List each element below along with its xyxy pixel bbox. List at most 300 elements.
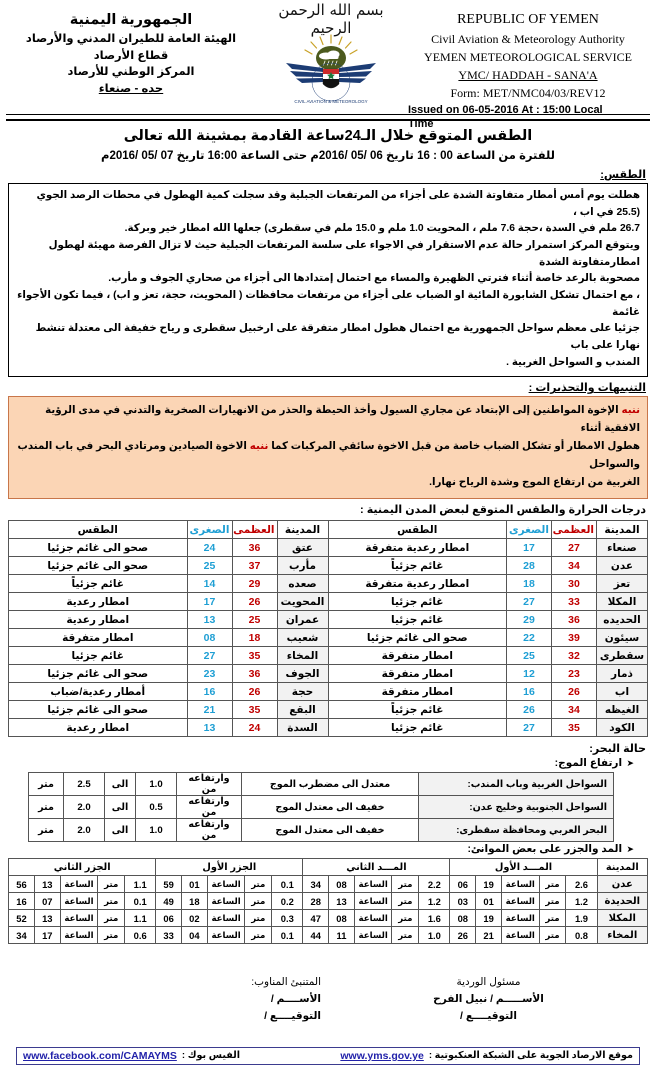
cell-city: ذمار: [597, 665, 648, 683]
cell-low1-minute: 06: [156, 910, 182, 927]
supervisor-name-label: الأســـــم / نبيل الفرح: [433, 993, 544, 1006]
weather-paragraph: مصحوبة بالرعد خاصة أثناء فترتي الظهيرة والمساء مع احتمال إمتدادها الى أجزاء من صحاري الجوف و مأرب.: [108, 273, 640, 285]
cell-sea-state: معتدل الى مضطرب الموج: [242, 773, 419, 796]
cell-low2-minute: 16: [9, 893, 35, 910]
cell-max: 25: [232, 611, 277, 629]
cell-weather: امطار رعدية: [9, 719, 188, 737]
cell-sea-height-from: 1.0: [136, 773, 177, 796]
page-subtitle-period: للفترة من الساعة 00 : 16 تاريخ 06 /05 /2016م حتى الساعة 16:00 تاريخ 07 /05 /2016م: [101, 150, 555, 162]
cell-max: 35: [552, 719, 597, 737]
cell-city: عمران: [277, 611, 328, 629]
tide-header-row: [9, 859, 648, 876]
cell-sea-height-to: 2.0: [64, 819, 105, 842]
cell-low2-minute: 52: [9, 910, 35, 927]
th-min-right: الصغرى: [507, 521, 552, 539]
cell-max: 27: [552, 539, 597, 557]
cell-high1-minute: 06: [450, 876, 476, 893]
wave-table-wrap: [0, 771, 656, 842]
header-english-block: [406, 4, 650, 130]
cell-min: 28: [507, 557, 552, 575]
cell-min: 17: [507, 539, 552, 557]
cell-city: المخاء: [597, 927, 647, 944]
supervisor-title: مسئول الوردية: [456, 976, 521, 989]
website-link-group[interactable]: [340, 1050, 633, 1062]
cell-sea-unit: متر: [29, 819, 64, 842]
cell-low2-height: 1.1: [125, 876, 156, 893]
weather-paragraph: هطلت يوم أمس أمطار متفاوتة الشدة على أجزاء من المرتفعات الجبلية وقد سجلت كمية الهطول في محطات الرصد الجوي (25.5 في اب ،: [36, 190, 640, 218]
chevron-right-icon: ➤: [626, 758, 634, 769]
cell-weather: امطار متفرقة: [9, 629, 188, 647]
forecaster-block: [14, 974, 335, 1024]
tide-table-wrap: [0, 857, 656, 944]
cell-unit: متر: [245, 876, 272, 893]
svg-text:CIVIL AVIATION & METEOROLOGY: CIVIL AVIATION & METEOROLOGY: [294, 99, 368, 104]
table-row: [9, 593, 648, 611]
cell-city: شعيب: [277, 629, 328, 647]
cell-max: 26: [232, 683, 277, 701]
cell-min: 29: [507, 611, 552, 629]
cell-weather: أمطار رعدية/ضباب: [9, 683, 188, 701]
cell-hour-label: الساعة: [354, 893, 392, 910]
cell-hour-label: الساعة: [60, 927, 98, 944]
header-arabic-block: [6, 4, 256, 98]
cell-city: سيئون: [597, 629, 648, 647]
cell-max: 34: [552, 701, 597, 719]
cell-min: 08: [187, 629, 232, 647]
cell-max: 33: [552, 593, 597, 611]
weather-paragraph: 26.7 ملم في السدة ،حجة 7.6 ملم ، المحويت 1.0 ملم و 15.0 ملم في سقطرى) جعلها الله امطار خير وبركة.: [124, 223, 640, 235]
th-weather-left: الطقس: [9, 521, 188, 539]
cell-unit: متر: [245, 893, 272, 910]
warning-text: الإخوة المواطنين إلى الإبتعاد عن مجاري السيول وأخذ الحيطة والحذر من الانهيارات الصخرية والتدني في مدى الرؤية الافقية أثناء: [45, 405, 640, 435]
warning-keyword: ننبه: [621, 405, 640, 417]
cell-city: المكلا: [597, 910, 647, 927]
cell-city: صنعاء: [597, 539, 648, 557]
header-en-time-label: Time: [408, 117, 434, 130]
cell-min: 26: [507, 701, 552, 719]
cell-unit: متر: [392, 927, 419, 944]
cell-min: 13: [187, 719, 232, 737]
cell-max: 36: [232, 665, 277, 683]
warning-text: الغربية من ارتفاع الموج وشدة الرياح نهارا.: [429, 477, 640, 489]
cell-max: 39: [552, 629, 597, 647]
warning-text: الاخوة الصيادين ومرتادي البحر في باب المندب والسواحل: [17, 441, 640, 471]
cell-unit: متر: [245, 910, 272, 927]
cell-hour-label: الساعة: [207, 910, 245, 927]
cell-sea-unit: متر: [29, 773, 64, 796]
cell-hour-label: الساعة: [60, 893, 98, 910]
tide-label: المد والجزر على بعض الموانئ:: [467, 843, 623, 856]
cell-max: 26: [552, 683, 597, 701]
cell-city: حجة: [277, 683, 328, 701]
tide-label-line: [0, 842, 656, 857]
cell-city: عتق: [277, 539, 328, 557]
cell-city: الجوف: [277, 665, 328, 683]
header-en-issued-line: Issued on 06-05-2016 At : 15:00 Local: [408, 104, 603, 116]
cell-sea-area: السواحل الجنوبية وخليج عدن:: [419, 796, 614, 819]
cell-city: عدن: [597, 876, 647, 893]
header-en-line1: REPUBLIC OF YEMEN: [457, 12, 599, 27]
cell-weather: غائم جزئيا: [328, 719, 507, 737]
sea-state-heading: حالة البحر:: [589, 743, 646, 756]
signature-footer: [0, 944, 656, 1024]
cell-hour-label: الساعة: [354, 927, 392, 944]
wave-table-body: [29, 773, 614, 842]
cell-hour-label: الساعة: [501, 893, 539, 910]
cell-unit: متر: [98, 876, 125, 893]
th-city-left: المدينة: [277, 521, 328, 539]
cell-high2-hour: 11: [329, 927, 355, 944]
th-max-left: العظمى: [232, 521, 277, 539]
header-logo-block: [256, 1, 406, 106]
cell-weather: غائم جزئيا: [328, 611, 507, 629]
cell-city: سقطرى: [597, 647, 648, 665]
cell-high2-minute: 28: [303, 893, 329, 910]
warning-line: [16, 474, 640, 492]
th-max-right: العظمى: [552, 521, 597, 539]
warning-text: هطول الامطار أو تشكل الضباب خاصة من قبل الاخوة سائقي المركبات كما: [268, 441, 640, 453]
wave-height-label-line: [0, 756, 656, 771]
cell-low1-height: 0.3: [272, 910, 303, 927]
cell-unit: متر: [245, 927, 272, 944]
page-title: الطقس المتوقع خلال الـ24ساعة القادمة بمشينة الله تعالى: [123, 128, 533, 144]
cell-low1-hour: 01: [182, 876, 208, 893]
cell-sea-area: السواحل الغربية وباب المندب:: [419, 773, 614, 796]
cell-low1-minute: 33: [156, 927, 182, 944]
website-url-link[interactable]: www.yms.gov.ye: [340, 1049, 424, 1062]
table-row: [9, 647, 648, 665]
cell-min: 27: [187, 647, 232, 665]
forecaster-title: المتنبئ المناوب:: [251, 976, 321, 989]
th-min-left: الصغرى: [187, 521, 232, 539]
cell-high2-minute: 44: [303, 927, 329, 944]
chevron-right-icon: ➤: [626, 844, 634, 855]
th-weather-right: الطقس: [328, 521, 507, 539]
cell-unit: متر: [98, 910, 125, 927]
tide-table: [8, 858, 648, 944]
table-row: [29, 773, 614, 796]
cell-weather: امطار متفرقة: [328, 647, 507, 665]
cell-high2-minute: 47: [303, 910, 329, 927]
cell-sea-to-label: الى: [105, 819, 136, 842]
cell-weather: صحو الى غائم جزئيا: [328, 629, 507, 647]
cell-unit: متر: [392, 876, 419, 893]
cell-weather: غائم جزئيا: [328, 593, 507, 611]
header-en-line4: YMC/ HADDAH - SANA'A: [458, 68, 598, 82]
cell-high1-minute: 26: [450, 927, 476, 944]
cell-high1-minute: 08: [450, 910, 476, 927]
supervisor-signature-label: التوقيــــع /: [460, 1010, 517, 1023]
temperature-table: [8, 520, 648, 737]
cell-weather: امطار متفرقة: [328, 683, 507, 701]
cell-low1-height: 0.2: [272, 893, 303, 910]
cell-high2-hour: 08: [329, 876, 355, 893]
temperature-table-wrap: [0, 518, 656, 737]
table-row: [9, 665, 648, 683]
wave-height-table: [28, 772, 614, 842]
cell-low1-minute: 59: [156, 876, 182, 893]
cell-high1-height: 1.2: [566, 893, 597, 910]
table-row: [9, 575, 648, 593]
cell-high1-hour: 01: [476, 893, 502, 910]
cell-low2-hour: 17: [34, 927, 60, 944]
cell-max: 23: [552, 665, 597, 683]
cell-sea-state: خفيف الى معتدل الموج: [242, 819, 419, 842]
cell-high1-hour: 19: [476, 876, 502, 893]
table-row: [9, 629, 648, 647]
th-tide-high2: المـــد الثاني: [303, 859, 450, 876]
cell-sea-height-to: 2.5: [64, 773, 105, 796]
cell-sea-height-from: 1.0: [136, 819, 177, 842]
cell-weather: صحو الى غائم جزئيا: [9, 701, 188, 719]
table-row: [9, 719, 648, 737]
cell-sea-height-to: 2.0: [64, 796, 105, 819]
cell-weather: غائم جزئياً: [328, 701, 507, 719]
table-row: [9, 927, 648, 944]
website-label: موقع الارصاد الجوية على الشبكة العنكبوتية :: [428, 1050, 633, 1062]
cama-emblem-icon: [277, 32, 385, 106]
cell-high2-height: 1.0: [419, 927, 450, 944]
cell-low2-height: 1.1: [125, 910, 156, 927]
cell-sea-height-label: وارتفاعه من: [177, 796, 242, 819]
cell-high2-height: 1.6: [419, 910, 450, 927]
cell-max: 24: [232, 719, 277, 737]
cell-weather: غائم جزئيا: [9, 647, 188, 665]
cell-weather: امطار رعدية: [9, 593, 188, 611]
warning-keyword: ننبه: [249, 441, 269, 453]
cell-unit: متر: [539, 927, 566, 944]
cell-high2-hour: 08: [329, 910, 355, 927]
cell-city: صعده: [277, 575, 328, 593]
cell-hour-label: الساعة: [60, 910, 98, 927]
document-header: [0, 0, 656, 130]
cell-city: اب: [597, 683, 648, 701]
cell-hour-label: الساعة: [501, 876, 539, 893]
forecaster-signature-label: التوقيــــع /: [264, 1010, 321, 1023]
warning-line: [16, 402, 640, 438]
cell-sea-height-label: وارتفاعه من: [177, 773, 242, 796]
cell-weather: غائم جزئياً: [328, 557, 507, 575]
header-arabic-line1: الجمهورية اليمنية: [69, 12, 193, 28]
cell-city: السدة: [277, 719, 328, 737]
cell-sea-height-from: 0.5: [136, 796, 177, 819]
cell-city: مأرب: [277, 557, 328, 575]
cell-max: 29: [232, 575, 277, 593]
cell-min: 17: [187, 593, 232, 611]
cell-min: 21: [187, 701, 232, 719]
weather-paragraph: ويتوقع المركز استمرار حالة عدم الاستقرار في الاجواء على سلسة المرتفعات الجبلية حيث لا تزال الفرصة مهيئة لهطول امطارمتفاوتة الشدة: [48, 240, 640, 268]
weather-paragraph: المندب و السواحل الغربية .: [506, 356, 640, 368]
cell-low2-hour: 13: [34, 876, 60, 893]
header-en-line3: YEMEN METEOROLOGICAL SERVICE: [424, 50, 632, 64]
cell-city: الكود: [597, 719, 648, 737]
cell-hour-label: الساعة: [354, 910, 392, 927]
cell-unit: متر: [539, 910, 566, 927]
cell-max: 30: [552, 575, 597, 593]
cell-hour-label: الساعة: [207, 927, 245, 944]
cell-high1-minute: 03: [450, 893, 476, 910]
cell-max: 34: [552, 557, 597, 575]
cell-weather: غائم جزئياً: [9, 575, 188, 593]
cell-city: المخاء: [277, 647, 328, 665]
cell-max: 35: [232, 647, 277, 665]
cell-unit: متر: [392, 893, 419, 910]
cell-max: 36: [552, 611, 597, 629]
cell-high2-hour: 13: [329, 893, 355, 910]
cell-high1-height: 2.6: [566, 876, 597, 893]
cell-min: 16: [187, 683, 232, 701]
cell-high2-height: 1.2: [419, 893, 450, 910]
temperature-table-body: [9, 539, 648, 737]
th-city-right: المدينة: [597, 521, 648, 539]
bulletin-title-block: [0, 117, 656, 164]
cell-weather: صحو الى غائم جزئيا: [9, 665, 188, 683]
table-row: [9, 539, 648, 557]
warning-line: [16, 438, 640, 474]
cell-max: 37: [232, 557, 277, 575]
cell-high1-height: 0.8: [566, 927, 597, 944]
cell-max: 36: [232, 539, 277, 557]
cell-unit: متر: [98, 927, 125, 944]
cell-city: تعز: [597, 575, 648, 593]
cell-sea-height-label: وارتفاعه من: [177, 819, 242, 842]
cell-sea-to-label: الى: [105, 796, 136, 819]
cell-unit: متر: [539, 893, 566, 910]
header-en-line5: Form: MET/NMC04/03/REV12: [450, 86, 606, 100]
cell-hour-label: الساعة: [501, 927, 539, 944]
forecaster-name-label: الأســــم /: [270, 993, 321, 1006]
table-row: [29, 796, 614, 819]
cell-min: 25: [507, 647, 552, 665]
cell-weather: امطار رعدية: [9, 611, 188, 629]
cell-low1-hour: 18: [182, 893, 208, 910]
header-arabic-line4: المركز الوطني للأرصاد: [67, 66, 195, 79]
cell-min: 23: [187, 665, 232, 683]
table-row: [9, 611, 648, 629]
cell-low2-hour: 13: [34, 910, 60, 927]
cell-low1-height: 0.1: [272, 876, 303, 893]
table-row: [9, 683, 648, 701]
wave-height-label: ارتفاع الموج:: [554, 757, 623, 770]
th-tide-low2: الجزر الثاني: [9, 859, 156, 876]
cell-low2-height: 0.6: [125, 927, 156, 944]
warnings-box: [8, 396, 648, 499]
table-row: [29, 819, 614, 842]
header-en-line2: Civil Aviation & Meteorology Authority: [431, 32, 625, 46]
table-row: [9, 893, 648, 910]
cell-weather: امطار رعدية متفرقة: [328, 539, 507, 557]
warnings-section-label: التنبيهات والتحذيرات :: [528, 382, 646, 395]
cell-hour-label: الساعة: [207, 876, 245, 893]
cell-min: 13: [187, 611, 232, 629]
cell-max: 32: [552, 647, 597, 665]
cell-city: المحويت: [277, 593, 328, 611]
cell-weather: صحو الى غائم جزئيا: [9, 539, 188, 557]
cell-min: 27: [507, 719, 552, 737]
cell-min: 18: [507, 575, 552, 593]
cell-unit: متر: [98, 893, 125, 910]
facebook-label: الفيس بوك :: [181, 1050, 241, 1062]
cell-max: 18: [232, 629, 277, 647]
cell-city: البقع: [277, 701, 328, 719]
weather-section-label: الطقس:: [600, 169, 646, 181]
temperature-section-label: درجات الحرارة والطقس المتوقع لبعض المدن اليمنية :: [360, 504, 646, 517]
facebook-url-link[interactable]: www.facebook.com/CAMAYMS: [23, 1049, 177, 1062]
cell-low2-hour: 07: [34, 893, 60, 910]
cell-sea-state: خفيف الى معتدل الموج: [242, 796, 419, 819]
table-row: [9, 557, 648, 575]
cell-hour-label: الساعة: [207, 893, 245, 910]
facebook-link-group[interactable]: [23, 1050, 240, 1062]
cell-hour-label: الساعة: [501, 910, 539, 927]
weather-paragraph: ، مع احتمال تشكل الشابورة المائية او الضباب على أجزاء من مرتفعات محافظات ( المحويت، حجة، تعز و اب) ، فيما تكون الأجواء غائمة: [17, 290, 640, 318]
cell-low2-minute: 56: [9, 876, 35, 893]
cell-min: 24: [187, 539, 232, 557]
cell-hour-label: الساعة: [60, 876, 98, 893]
cell-min: 22: [507, 629, 552, 647]
cell-high2-minute: 34: [303, 876, 329, 893]
header-arabic-line3: قطاع الأرصاد: [93, 49, 169, 62]
shift-supervisor-block: [335, 974, 642, 1024]
cell-low2-height: 0.1: [125, 893, 156, 910]
cell-city: الغيظه: [597, 701, 648, 719]
cell-hour-label: الساعة: [354, 876, 392, 893]
cell-weather: صحو الى غائم جزئيا: [9, 557, 188, 575]
cell-min: 27: [507, 593, 552, 611]
cell-min: 16: [507, 683, 552, 701]
th-tide-high1: المـــد الأول: [450, 859, 597, 876]
links-bar: [16, 1047, 640, 1065]
cell-sea-to-label: الى: [105, 773, 136, 796]
cell-city: الحديدة: [597, 893, 647, 910]
basmala-calligraphy: بسم الله الرحمن الرحيم: [278, 1, 384, 37]
cell-min: 12: [507, 665, 552, 683]
cell-high1-hour: 21: [476, 927, 502, 944]
cell-sea-unit: متر: [29, 796, 64, 819]
table-row: [9, 701, 648, 719]
cell-unit: متر: [539, 876, 566, 893]
cell-min: 14: [187, 575, 232, 593]
table-header-row: [9, 521, 648, 539]
cell-unit: متر: [392, 910, 419, 927]
header-arabic-line5: حده - صنعاء: [98, 83, 164, 96]
weather-summary-box: [8, 183, 648, 377]
cell-city: المكلا: [597, 593, 648, 611]
th-tide-low1: الجزر الأول: [156, 859, 303, 876]
table-row: [9, 910, 648, 927]
cell-max: 26: [232, 593, 277, 611]
table-row: [9, 876, 648, 893]
cell-max: 35: [232, 701, 277, 719]
th-tide-city: المدينة: [597, 859, 647, 876]
cell-low1-hour: 02: [182, 910, 208, 927]
cell-low1-hour: 04: [182, 927, 208, 944]
cell-low2-minute: 34: [9, 927, 35, 944]
cell-high1-hour: 19: [476, 910, 502, 927]
weather-paragraph: جزئيا على معظم سواحل الجمهورية مع احتمال هطول امطار متفرقة على ارخبيل سقطرى و رياح خفيفة الى معتدلة تنشط نهارا على باب: [35, 323, 640, 352]
cell-min: 25: [187, 557, 232, 575]
tide-table-body: [9, 876, 648, 944]
cell-low1-minute: 49: [156, 893, 182, 910]
cell-weather: امطار متفرقة: [328, 665, 507, 683]
cell-high1-height: 1.9: [566, 910, 597, 927]
cell-sea-area: البحر العربي ومحافظة سقطرى:: [419, 819, 614, 842]
cell-city: عدن: [597, 557, 648, 575]
cell-high2-height: 2.2: [419, 876, 450, 893]
header-arabic-line2: الهيئة العامة للطيران المدني والأرصاد: [25, 33, 237, 46]
cell-weather: امطار رعدية متفرقة: [328, 575, 507, 593]
cell-city: الحديده: [597, 611, 648, 629]
